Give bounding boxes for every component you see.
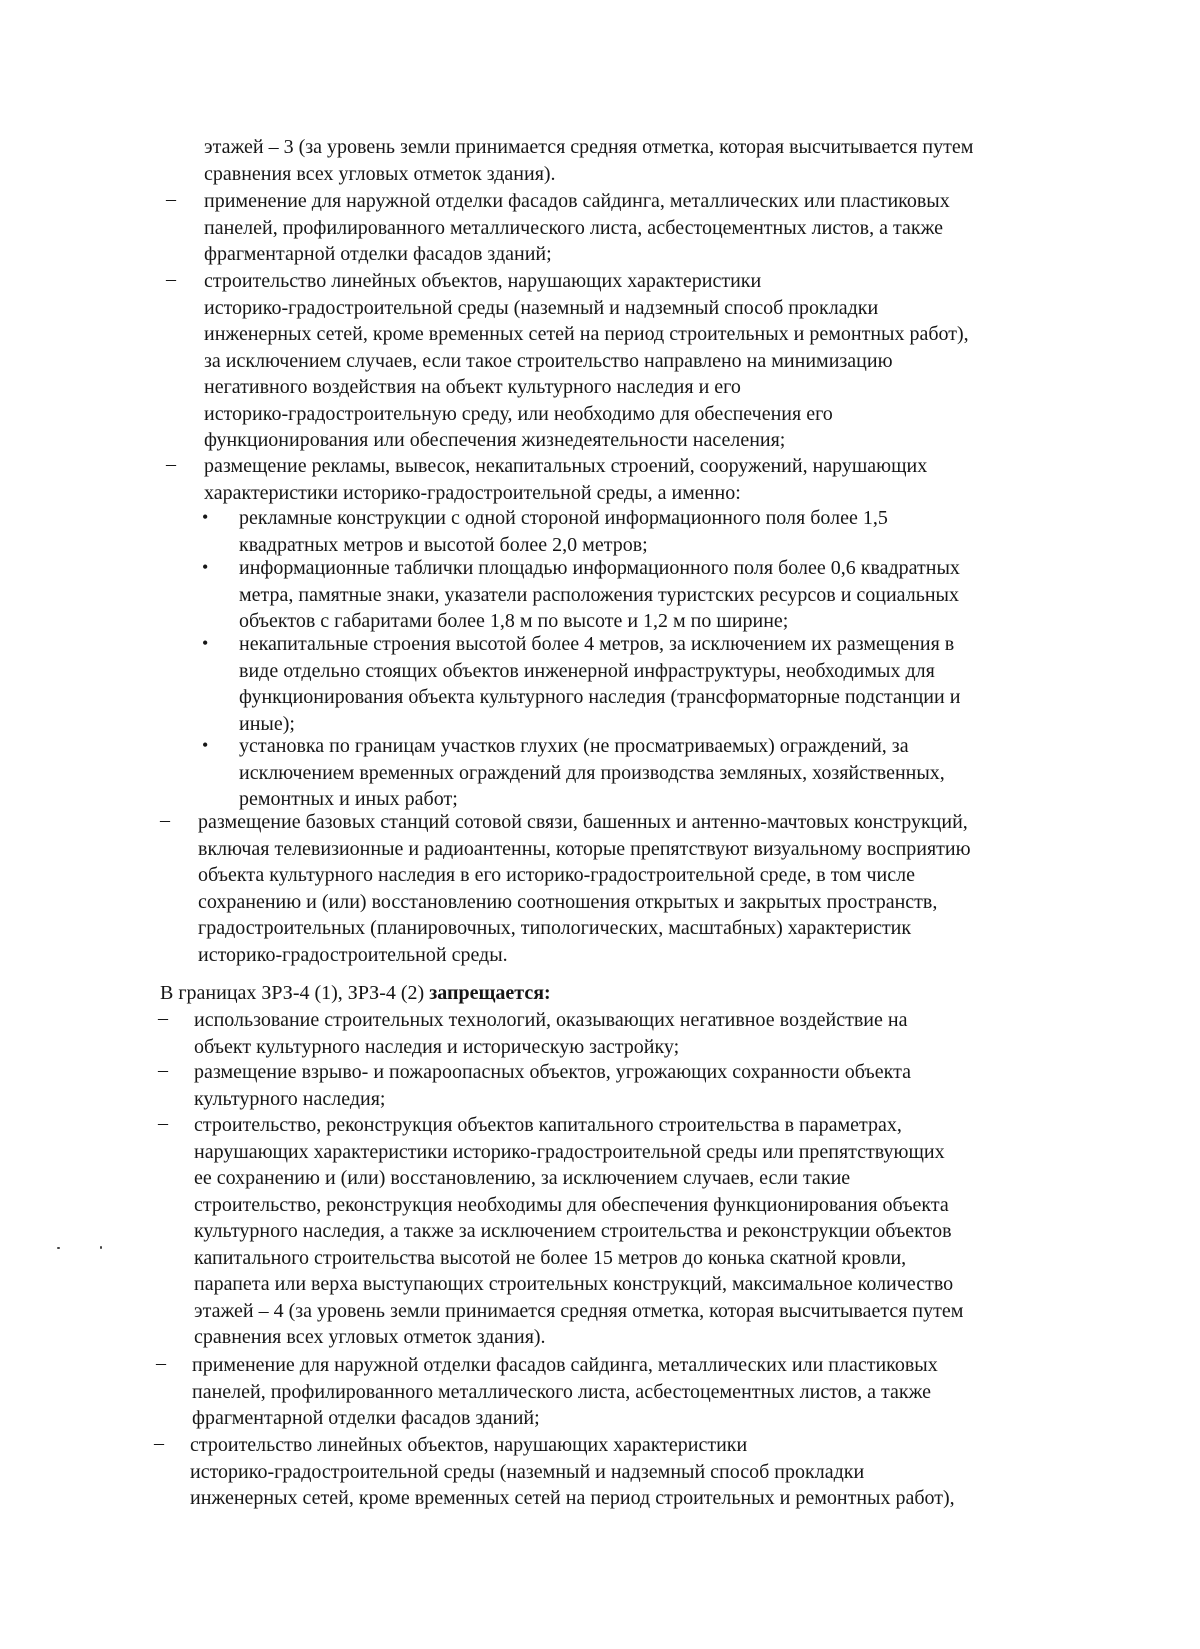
list-item-construction xyxy=(194,1112,963,1351)
text-line: рекламные конструкции с одной стороной информационного поля более 1,5 xyxy=(239,507,888,529)
text-line: применение для наружной отделки фасадов сайдинга, металлических или пластиковых xyxy=(192,1354,938,1376)
text-line: использование строительных технологий, оказывающих негативное воздействие на xyxy=(194,1009,908,1031)
text-line: строительство линейных объектов, нарушающих характеристики xyxy=(190,1434,748,1456)
text-line: этажей – 3 (за уровень земли принимается средняя отметка, которая высчитывается путем xyxy=(204,136,974,158)
text-line: объектов с габаритами более 1,8 м по высоте и 1,2 м по ширине; xyxy=(239,610,789,632)
continuation-paragraph xyxy=(204,134,973,187)
text-line: некапитальные строения высотой более 4 метров, за исключением их размещения в xyxy=(239,633,955,655)
heading-text: В границах ЗРЗ-4 (1), ЗРЗ-4 (2) xyxy=(160,982,430,1004)
text-line: строительство линейных объектов, нарушающих характеристики xyxy=(204,270,762,292)
bullet-marker: • xyxy=(202,507,209,527)
text-line: парапета или верха выступающих строительных конструкций, максимальное количество xyxy=(194,1273,954,1295)
text-line: иные); xyxy=(239,712,295,735)
list-item-linear-objects xyxy=(204,268,969,454)
dash-marker: – xyxy=(156,1352,166,1374)
list-item-technologies xyxy=(194,1007,907,1060)
text-line: размещение рекламы, вывесок, некапитальных строений, сооружений, нарушающих xyxy=(204,455,928,477)
text-line: культурного наследия; xyxy=(194,1087,386,1110)
text-line: инженерных сетей, кроме временных сетей на период строительных и ремонтных работ), xyxy=(204,323,969,345)
heading-emphasis: запрещается: xyxy=(429,982,551,1004)
text-line: сохранению и (или) восстановлению соотношения открытых и закрытых пространств, xyxy=(198,890,938,913)
dash-marker: – xyxy=(158,1059,168,1081)
list-item-facade-2 xyxy=(192,1352,938,1432)
text-line: ее сохранению и (или) восстановлению, за исключением случаев, если такие xyxy=(194,1167,851,1189)
text-line: исключением временных ограждений для производства земляных, хозяйственных, xyxy=(239,761,945,784)
text-line: установка по границам участков глухих (не просматриваемых) ограждений, за xyxy=(239,735,909,757)
sub-item-fences xyxy=(239,733,945,813)
text-line: панелей, профилированного металлического листа, асбестоцементных листов, а также xyxy=(204,216,944,239)
text-line: негативного воздействия на объект культурного наследия и его xyxy=(204,376,741,398)
text-line: за исключением случаев, если такое строительство направлено на минимизацию xyxy=(204,349,893,372)
section-heading xyxy=(160,980,551,1007)
dash-marker: – xyxy=(158,1112,168,1134)
text-line: метра, памятные знаки, указатели расположения туристских ресурсов и социальных xyxy=(239,583,959,606)
text-line: сравнения всех угловых отметок здания). xyxy=(194,1326,546,1348)
text-line: включая телевизионные и радиоантенны, которые препятствуют визуальному восприятию xyxy=(198,837,971,860)
sub-item-info-signs xyxy=(239,555,960,635)
text-line: строительство, реконструкция объектов капитального строительства в параметрах, xyxy=(194,1114,902,1136)
text-line: инженерных сетей, кроме временных сетей на период строительных и ремонтных работ), xyxy=(190,1487,955,1509)
text-line: историко-градостроительной среды. xyxy=(198,943,508,966)
text-line: ремонтных и иных работ; xyxy=(239,788,458,810)
scan-speck xyxy=(100,1246,102,1249)
text-line: размещение базовых станций сотовой связи, башенных и антенно-мачтовых конструкций, xyxy=(198,811,968,833)
text-line: фрагментарной отделки фасадов зданий; xyxy=(204,243,552,265)
sub-item-nonpermanent-buildings xyxy=(239,631,960,737)
text-line: панелей, профилированного металлического листа, асбестоцементных листов, а также xyxy=(192,1380,932,1403)
dash-marker: – xyxy=(160,809,170,831)
list-item-hazardous-objects xyxy=(194,1059,911,1112)
text-line: квадратных метров и высотой более 2,0 метров; xyxy=(239,533,648,556)
text-line: историко-градостроительной среды (наземный и надземный способ прокладки xyxy=(204,296,879,319)
bullet-marker: • xyxy=(202,735,209,755)
bullet-marker: • xyxy=(202,633,209,653)
dash-marker: – xyxy=(166,268,176,290)
list-item-base-stations xyxy=(198,809,971,968)
text-line: нарушающих характеристики историко-градостроительной среды или препятствующих xyxy=(194,1140,945,1163)
dash-marker: – xyxy=(154,1432,164,1454)
text-line: сравнения всех угловых отметок здания). xyxy=(204,162,556,185)
sub-item-advertising-structures xyxy=(239,505,888,558)
text-line: применение для наружной отделки фасадов сайдинга, металлических или пластиковых xyxy=(204,190,950,212)
text-line: объекта культурного наследия в его историко-градостроительной среде, в том числе xyxy=(198,864,915,886)
text-line: функционирования объекта культурного наследия (трансформаторные подстанции и xyxy=(239,686,961,708)
scan-speck xyxy=(57,1247,60,1249)
text-line: историко-градостроительной среды (наземный и надземный способ прокладки xyxy=(190,1460,865,1483)
dash-marker: – xyxy=(166,188,176,210)
list-item-facade xyxy=(204,188,950,268)
bullet-marker: • xyxy=(202,557,209,577)
text-line: капитального строительства высотой не более 15 метров до конька скатной кровли, xyxy=(194,1246,907,1269)
dash-marker: – xyxy=(158,1007,168,1029)
text-line: информационные таблички площадью информационного поля более 0,6 квадратных xyxy=(239,557,960,579)
text-line: фрагментарной отделки фасадов зданий; xyxy=(192,1407,540,1429)
text-line: строительство, реконструкция необходимы для обеспечения функционирования объекта xyxy=(194,1193,949,1216)
list-item-linear-objects-2 xyxy=(190,1432,955,1512)
text-line: культурного наследия, а также за исключением строительства и реконструкции объектов xyxy=(194,1220,952,1242)
text-line: градостроительных (планировочных, типологических, масштабных) характеристик xyxy=(198,917,912,939)
text-line: характеристики историко-градостроительной среды, а именно: xyxy=(204,481,741,504)
list-item-advertising xyxy=(204,453,927,506)
text-line: функционирования или обеспечения жизнедеятельности населения; xyxy=(204,429,786,451)
text-line: объект культурного наследия и историческую застройку; xyxy=(194,1035,680,1058)
dash-marker: – xyxy=(166,453,176,475)
text-line: виде отдельно стоящих объектов инженерной инфраструктуры, необходимых для xyxy=(239,659,935,682)
text-line: историко-градостроительную среду, или необходимо для обеспечения его xyxy=(204,402,833,425)
text-line: размещение взрыво- и пожароопасных объектов, угрожающих сохранности объекта xyxy=(194,1061,911,1083)
text-line: этажей – 4 (за уровень земли принимается средняя отметка, которая высчитывается путем xyxy=(194,1299,964,1322)
